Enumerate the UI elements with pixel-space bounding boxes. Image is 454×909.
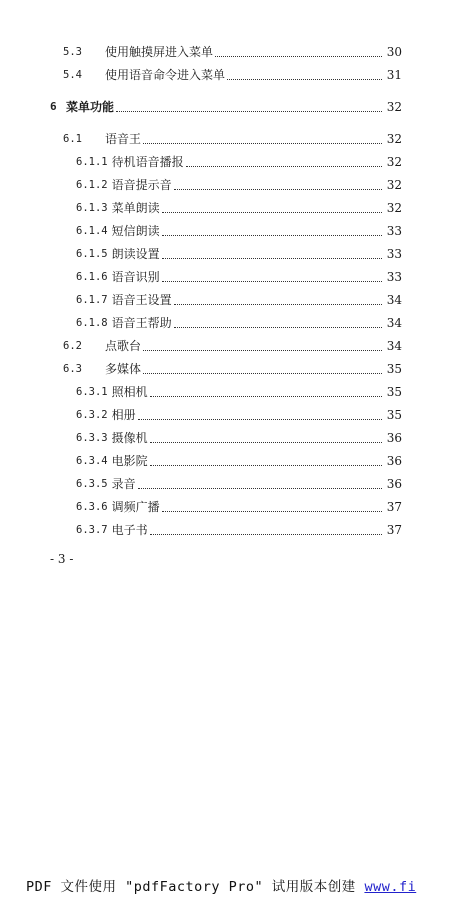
pdf-watermark [26, 875, 454, 895]
toc-entry-number: 6.1.2 [76, 179, 108, 191]
toc-entry-title: 朗读设置 [111, 247, 160, 261]
toc-entry-number: 5.3 [63, 46, 82, 58]
toc-entry-number: 6.1.6 [76, 271, 108, 283]
toc-entry-title: 使用触摸屏进入菜单 [105, 45, 214, 59]
toc-entry-title: 多媒体 [105, 362, 142, 376]
dot-leader [162, 246, 382, 259]
toc-entry-number: 6.2 [63, 340, 82, 352]
dot-leader [138, 407, 382, 420]
toc-entry-page: 34 [386, 339, 402, 353]
toc-entry-number: 6.3.2 [76, 409, 108, 421]
toc-entry-number: 6.3.1 [76, 386, 108, 398]
dot-leader [138, 476, 382, 489]
toc-entry-number: 6.1 [63, 133, 82, 145]
toc-entry-page: 34 [386, 293, 402, 307]
toc-entry-title: 语音识别 [111, 270, 160, 284]
toc-entry[interactable] [63, 335, 402, 353]
toc-entry[interactable] [76, 151, 402, 169]
toc-entry-number: 6.3 [63, 363, 82, 375]
dot-leader [150, 522, 382, 535]
dot-leader [227, 67, 382, 80]
toc-entry[interactable] [76, 450, 402, 468]
toc-entry[interactable] [76, 174, 402, 192]
dot-leader [186, 154, 382, 167]
toc-entry-title: 菜单功能 [66, 100, 115, 114]
toc-entry[interactable] [76, 289, 402, 307]
toc-entry-title: 语音王帮助 [111, 316, 172, 330]
toc-entry-number: 6 [50, 100, 57, 113]
toc-entry-page: 36 [386, 454, 402, 468]
toc-entry-number: 6.1.8 [76, 317, 108, 329]
toc-entry-title: 电子书 [111, 523, 148, 537]
toc-entry-title: 语音王 [105, 132, 142, 146]
toc-entry-title: 录音 [111, 477, 136, 491]
dot-leader [150, 430, 382, 443]
toc-entry-page: 34 [386, 316, 402, 330]
toc-entry-page: 32 [386, 132, 402, 146]
toc-entry[interactable] [76, 519, 402, 537]
page-number: - 3 - [50, 552, 74, 566]
dot-leader [174, 292, 382, 305]
toc-entry-page: 35 [386, 385, 402, 399]
toc-entry-page: 32 [386, 178, 402, 192]
toc-entry[interactable] [76, 381, 402, 399]
toc-entry-number: 6.1.3 [76, 202, 108, 214]
toc-entry-title: 待机语音播报 [111, 155, 184, 169]
toc-entry-title: 使用语音命令进入菜单 [105, 68, 226, 82]
toc-entry-title: 菜单朗读 [111, 201, 160, 215]
dot-leader [143, 131, 382, 144]
toc-entry[interactable] [63, 358, 402, 376]
toc-entry-page: 30 [386, 45, 402, 59]
dot-leader [150, 384, 382, 397]
dot-leader [150, 453, 382, 466]
toc-entry-title: 照相机 [111, 385, 148, 399]
toc-entry-page: 31 [386, 68, 402, 82]
toc-entry-number: 5.4 [63, 69, 82, 81]
toc-entry-number: 6.3.4 [76, 455, 108, 467]
toc-entry-number: 6.3.7 [76, 524, 108, 536]
toc-entry-page: 36 [386, 431, 402, 445]
toc-entry-page: 37 [386, 500, 402, 514]
toc-entry-page: 33 [386, 247, 402, 261]
dot-leader [162, 223, 382, 236]
toc-entry-number: 6.3.6 [76, 501, 108, 513]
dot-leader [162, 269, 382, 282]
toc-entry-page: 37 [386, 523, 402, 537]
toc-entry-number: 6.1.4 [76, 225, 108, 237]
toc-entry-page: 33 [386, 224, 402, 238]
toc-entry[interactable] [63, 64, 402, 82]
dot-leader [143, 338, 382, 351]
toc-entry-title: 短信朗读 [111, 224, 160, 238]
toc-entry-page: 32 [386, 100, 402, 114]
toc-entry[interactable] [76, 404, 402, 422]
toc-entry[interactable] [76, 197, 402, 215]
watermark-link[interactable]: www.fi [364, 879, 417, 895]
toc-entry[interactable] [76, 473, 402, 491]
dot-leader [162, 499, 382, 512]
toc-entry[interactable] [76, 243, 402, 261]
toc-entry[interactable] [63, 128, 402, 146]
toc-entry-number: 6.1.1 [76, 156, 108, 168]
toc-entry-page: 32 [386, 201, 402, 215]
toc-entry-number: 6.1.7 [76, 294, 108, 306]
toc-entry-number: 6.1.5 [76, 248, 108, 260]
toc-entry-title: 电影院 [111, 454, 148, 468]
toc-entry[interactable] [76, 312, 402, 330]
toc-entry-title: 调频广播 [111, 500, 160, 514]
toc-entry-title: 摄像机 [111, 431, 148, 445]
toc-entry-page: 33 [386, 270, 402, 284]
toc-entry-title: 相册 [111, 408, 136, 422]
dot-leader [116, 99, 382, 112]
toc-entry-title: 语音王设置 [111, 293, 172, 307]
toc-entry-page: 36 [386, 477, 402, 491]
toc-entry[interactable] [76, 427, 402, 445]
dot-leader [162, 200, 382, 213]
toc-entry[interactable] [76, 496, 402, 514]
watermark-text: PDF 文件使用 "pdfFactory Pro" 试用版本创建 [26, 879, 365, 895]
toc-entry-page: 35 [386, 362, 402, 376]
toc-chapter-entry[interactable] [50, 96, 402, 114]
dot-leader [143, 361, 382, 374]
toc-entry-number: 6.3.5 [76, 478, 108, 490]
toc-entry-title: 语音提示音 [111, 178, 172, 192]
toc-entry-number: 6.3.3 [76, 432, 108, 444]
dot-leader [174, 315, 382, 328]
dot-leader [215, 44, 382, 57]
toc-entry[interactable] [76, 220, 402, 238]
toc-entry-page: 32 [386, 155, 402, 169]
dot-leader [174, 177, 382, 190]
toc-entry[interactable] [76, 266, 402, 284]
toc-entry-title: 点歌台 [105, 339, 142, 353]
toc-entry-page: 35 [386, 408, 402, 422]
toc-entry[interactable] [63, 41, 402, 59]
